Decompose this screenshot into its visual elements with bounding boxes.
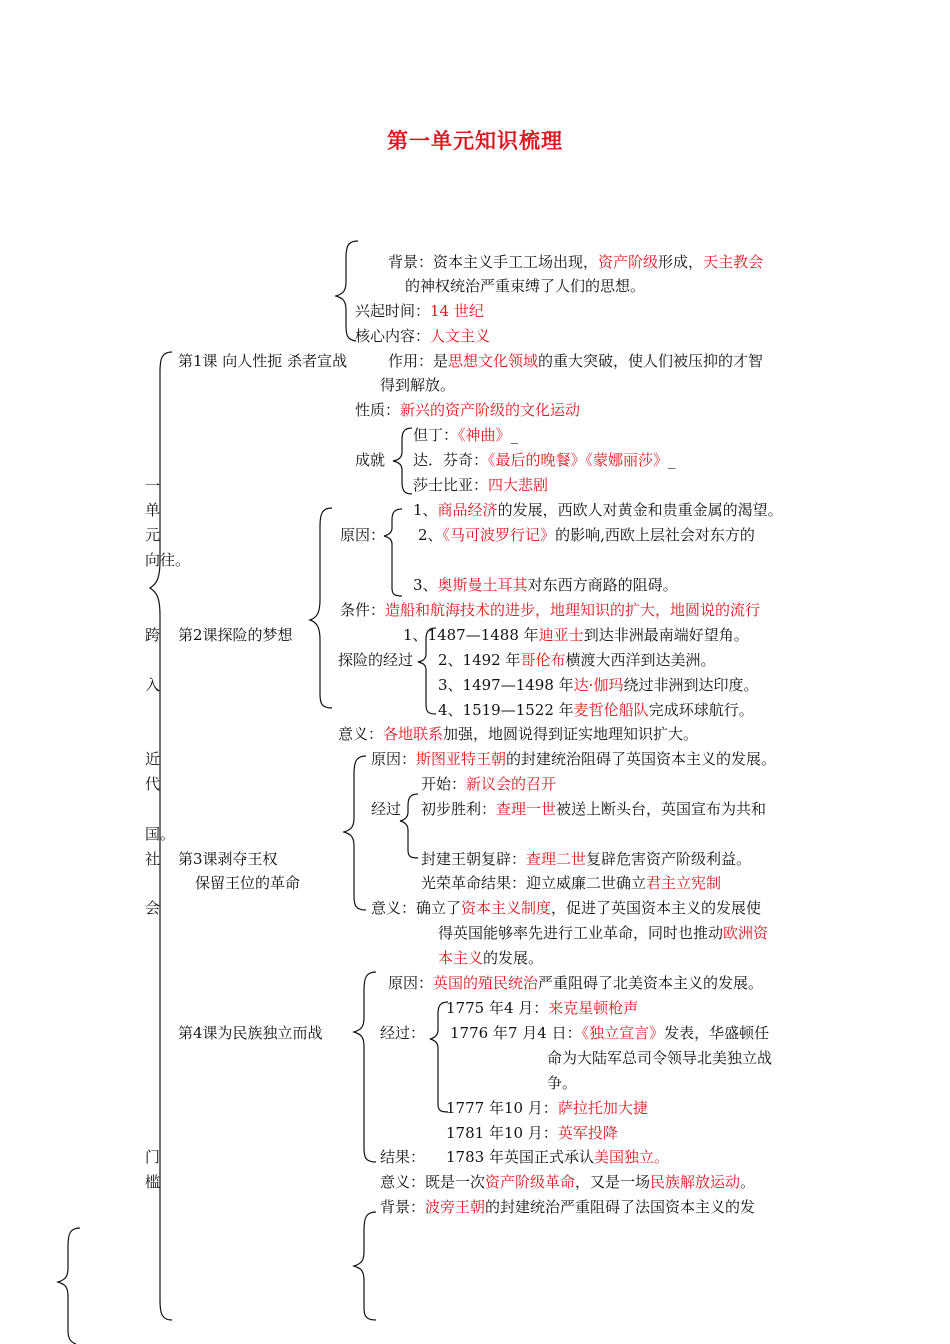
side-char: 跨 xyxy=(145,626,161,644)
lesson3-start: 开始：新议会的召开 xyxy=(421,775,557,793)
lesson4-event-2: 1776 年7 月4 日：《独立宣言》发表，华盛顿任 xyxy=(450,1024,770,1042)
side-char: 门 xyxy=(145,1148,161,1166)
lesson1-davinci: 达．芬奇：《最后的晚餐》《蒙娜丽莎》_ xyxy=(413,451,676,469)
brace-lesson2 xyxy=(310,508,332,708)
lesson3-title-1: 第3课剥夺王权 xyxy=(178,850,278,868)
lesson2-process-label: 探险的经过 xyxy=(338,651,414,669)
lesson3-significance-end: 本主义的发展。 xyxy=(438,949,544,967)
brace-lesson3 xyxy=(344,756,366,910)
lesson1-nature: 性质：新兴的资产阶级的文化运动 xyxy=(355,401,581,419)
side-char: 向往。 xyxy=(145,551,191,569)
lesson4-significance: 意义：既是一次资产阶级革命，又是一场民族解放运动。 xyxy=(380,1173,756,1191)
side-char: 单 xyxy=(145,501,161,519)
lesson1-effect-cont: 得到解放。 xyxy=(380,376,456,394)
lesson1-title: 第1课 向人性扼 杀者宣战 xyxy=(178,352,348,370)
lesson4-event-3: 1777 年10 月：萨拉托加大捷 xyxy=(446,1099,648,1117)
lesson2-condition: 条件：造船和航海技术的进步，地理知识的扩大，地圆说的流行 xyxy=(340,601,761,619)
lesson2-significance: 意义：各地联系加强，地圆说得到证实地理知识扩大。 xyxy=(338,725,699,743)
lesson4-title: 第4课为民族独立而战 xyxy=(178,1024,323,1042)
lesson4-event-2-cont: 命为大陆军总司令领导北美独立战 xyxy=(547,1049,773,1067)
lesson2-cause-1: 1、商品经济的发展，西欧人对黄金和贵重金属的渴望。 xyxy=(413,501,783,519)
lesson2-cause-3: 3、奥斯曼土耳其对东西方商路的阻碍。 xyxy=(413,576,678,594)
brace-lesson5 xyxy=(354,1212,376,1320)
page-title: 第一单元知识梳理 xyxy=(387,128,563,153)
lesson3-restoration: 封建王朝复辟：查理二世复辟危害资产阶级利益。 xyxy=(421,850,752,868)
lesson4-event-4: 1781 年10 月：英军投降 xyxy=(446,1124,618,1142)
lesson3-glorious-revolution: 光荣革命结果：迎立威廉二世确立君主立宪制 xyxy=(421,874,722,892)
brace-bottom xyxy=(58,1228,80,1344)
lesson3-process-label: 经过 xyxy=(371,800,402,818)
lesson2-voyage-3: 3、1497—1498 年达·伽玛绕过非洲到达印度。 xyxy=(438,676,759,694)
brace-lesson4 xyxy=(354,972,376,1162)
lesson4-event-1: 1775 年4 月：来克星顿枪声 xyxy=(446,999,639,1017)
lesson1-background: 背景：资本主义手工工场出现，资产阶级形成，天主教会 xyxy=(388,253,764,271)
brace-achieve xyxy=(393,428,412,494)
lesson4-result: 1783 年英国正式承认美国独立。 xyxy=(446,1148,669,1166)
lesson1-dante: 但丁：《神曲》_ xyxy=(413,426,519,444)
lesson3-cause: 原因：斯图亚特王朝的封建统治阻碍了英国资本主义的发展。 xyxy=(371,750,777,768)
lesson3-first-victory: 初步胜利：查理一世被送上断头台，英国宣布为共和 xyxy=(421,800,767,818)
brace-process3 xyxy=(400,794,418,858)
lesson1-background-cont: 的神权统治严重束缚了人们的思想。 xyxy=(405,277,646,295)
side-char: 入 xyxy=(145,676,161,694)
lesson2-voyage-1: 1、1487—1488 年迪亚士到达非洲最南端好望角。 xyxy=(403,626,749,644)
lesson4-event-2-end: 争。 xyxy=(547,1074,578,1092)
lesson2-voyage-4: 4、1519—1522 年麦哲伦船队完成环球航行。 xyxy=(438,701,754,719)
lesson4-cause: 原因：英国的殖民统治严重阻碍了北美资本主义的发展。 xyxy=(388,974,764,992)
side-char: 近 xyxy=(145,750,161,768)
lesson2-voyage-2: 2、1492 年哥伦布横渡大西洋到达美洲。 xyxy=(438,651,716,669)
brace-cause xyxy=(384,509,402,596)
side-char: 社 xyxy=(145,850,161,868)
lesson4-process-label: 经过： xyxy=(380,1024,426,1042)
side-char: 槛 xyxy=(145,1173,161,1191)
brace-lesson1 xyxy=(336,241,358,341)
lesson5-background: 背景：波旁王朝的封建统治严重阻碍了法国资本主义的发 xyxy=(380,1198,756,1216)
lesson2-cause-2: 2、《马可波罗行记》的影响,西欧上层社会对东方的 xyxy=(418,526,755,544)
lesson4-result-label: 结果： xyxy=(380,1148,426,1166)
side-char: 会 xyxy=(145,899,161,917)
lesson1-shakespeare: 莎士比亚：四大悲剧 xyxy=(413,476,549,494)
side-char: 一 xyxy=(145,477,161,495)
side-char: 元 xyxy=(145,526,161,544)
lesson1-time: 兴起时间：14 世纪 xyxy=(355,302,484,320)
lesson3-title-2: 保留王位的革命 xyxy=(195,874,301,892)
brace-process4 xyxy=(430,1002,448,1112)
side-char: 代 xyxy=(145,775,161,793)
side-char: 国。 xyxy=(145,825,176,843)
lesson1-effect: 作用：是思想文化领域的重大突破，使人们被压抑的才智 xyxy=(388,352,764,370)
lesson1-core: 核心内容：人文主义 xyxy=(355,327,491,345)
lesson2-cause-label: 原因： xyxy=(340,526,386,544)
lesson1-achieve-label: 成就 xyxy=(355,451,386,469)
lesson2-title: 第2课探险的梦想 xyxy=(178,626,293,644)
lesson3-significance: 意义：确立了资本主义制度，促进了英国资本主义的发展使 xyxy=(371,899,762,917)
lesson3-significance-cont: 得英国能够率先进行工业革命，同时也推动欧洲资 xyxy=(438,924,769,942)
